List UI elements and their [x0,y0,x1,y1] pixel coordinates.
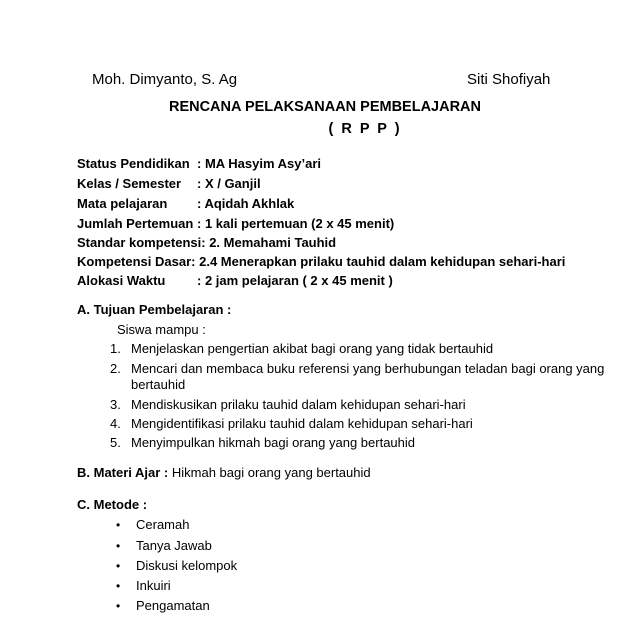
info-value: : X / Ganjil [197,176,261,191]
list-text: Menjelaskan pengertian akibat bagi orang yang tidak bertauhid [131,341,494,356]
list-number: 4. [110,416,121,431]
list-text: Menyimpulkan hikmah bagi orang yang bertauhid [131,435,416,450]
list-item [116,598,210,613]
section-metode-heading: C. Metode : [77,497,148,512]
info-label: Status Pendidikan [77,156,190,171]
bullet-icon: • [116,518,121,532]
list-item [110,435,415,450]
info-label: Kelas / Semester [77,176,182,191]
list-number: 3. [110,397,121,412]
info-value: : MA Hasyim Asy’ari [197,156,322,171]
section-materi-heading: B. Materi Ajar : [77,465,169,480]
info-value: : 2.4 Menerapkan prilaku tauhid dalam kehidupan sehari-hari [191,254,566,269]
list-text: Inkuiri [136,578,171,593]
bullet-icon: • [116,599,121,613]
list-text: Mencari dan membaca buku referensi yang berhubungan teladan bagi orang yang [131,361,605,376]
info-row-kompetensi [77,254,565,269]
section-materi-value: Hikmah bagi orang yang bertauhid [168,465,371,480]
list-text: Ceramah [136,517,190,532]
info-value: : 2 jam pelajaran ( 2 x 45 menit ) [197,273,393,288]
info-label: Kompetensi Dasar [77,254,192,269]
info-row-mapel [77,196,294,211]
list-text: Mendiskusikan prilaku tauhid dalam kehidupan sehari-hari [131,397,466,412]
info-value: : 2. Memahami Tauhid [201,235,337,250]
info-row-kelas [77,176,261,191]
list-item [116,538,212,553]
list-text: Pengamatan [136,598,210,613]
info-row-alokasi [77,273,393,288]
bullet-icon: • [116,579,121,593]
list-item [110,361,604,376]
info-value: : Aqidah Akhlak [197,196,295,211]
info-row-pertemuan [77,216,394,231]
info-value: : 1 kali pertemuan (2 x 45 menit) [197,216,395,231]
list-item-continuation: bertauhid [131,377,186,392]
section-materi [77,465,371,480]
list-number: 1. [110,341,121,356]
list-item [116,578,171,593]
info-label: Jumlah Pertemuan [77,216,194,231]
bullet-icon: • [116,559,121,573]
section-tujuan-heading: A. Tujuan Pembelajaran : [77,302,232,317]
tujuan-intro: Siswa mampu : [117,322,206,337]
info-row-standar [77,235,336,250]
list-item [116,558,237,573]
list-text: Mengidentifikasi prilaku tauhid dalam kehidupan sehari-hari [131,416,473,431]
list-item [116,517,189,532]
student-name: Siti Shofiyah [467,71,551,88]
info-label: Standar kompetensi [77,235,202,250]
bullet-icon: • [116,539,121,553]
list-number: 5. [110,435,121,450]
info-label: Mata pelajaran [77,196,168,211]
document-subtitle: ( R P P ) [328,121,402,137]
list-item [110,397,466,412]
list-item [110,341,493,356]
info-label: Alokasi Waktu [77,273,166,288]
list-text: Tanya Jawab [136,538,212,553]
list-number: 2. [110,361,121,376]
document-title: RENCANA PELAKSANAAN PEMBELAJARAN [168,99,482,115]
list-item [110,416,473,431]
teacher-name: Moh. Dimyanto, S. Ag [92,71,238,88]
info-row-status [77,156,321,171]
list-text: Diskusi kelompok [136,558,238,573]
